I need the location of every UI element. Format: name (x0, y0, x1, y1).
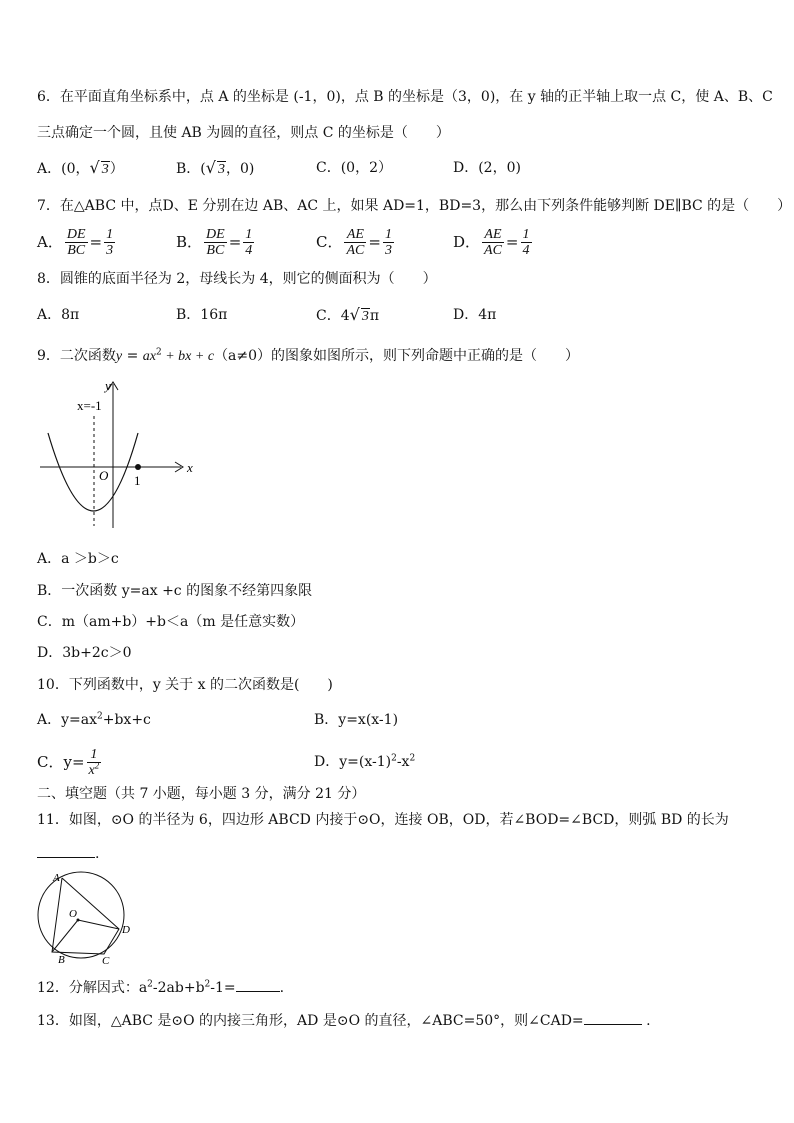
q13-answer-blank[interactable] (584, 1010, 642, 1025)
label-b: B (58, 954, 65, 966)
point-label: 1 (134, 473, 141, 488)
point-1-marker (135, 464, 141, 470)
q9-option-a: A．a ＞b＞c (37, 551, 119, 567)
q11-answer-blank[interactable] (37, 843, 95, 858)
q8-stem: 8．圆锥的底面半径为 2，母线长为 4，则它的侧面积为（ ） (37, 271, 437, 287)
q9-parabola-graph (35, 378, 200, 533)
origin-label: O (99, 468, 109, 483)
q12-answer-blank[interactable] (236, 977, 280, 992)
q11-answer-line: . (37, 843, 99, 864)
q11-stem: 11．如图，⊙O 的半径为 6，四边形 ABCD 内接于⊙O，连接 OB，OD，若∠BOD=∠BCD，则弧 BD 的长为 (37, 812, 729, 828)
q10-option-c: C．y= $\frac{1}{x^2}$ (37, 746, 100, 778)
q11-circle-figure (30, 868, 140, 968)
q12-stem: 12．分解因式：$a^2-2ab+b^2-1=$ . (37, 977, 284, 998)
q8-option-d: D．4π (453, 307, 497, 323)
q7-stem: 7．在△ABC 中，点D、E 分别在边 AB、AC 上，如果 AD=1，BD=3，那么由下列条件能够判断 DE∥BC 的是（ ） (37, 198, 792, 214)
label-d: D (122, 924, 130, 936)
q6-option-b: B．(√ 3，0) (176, 158, 255, 177)
q9-option-c: C．m（am+b）+b＜a（m 是任意实数） (37, 614, 305, 630)
q10-option-b: B．y=x(x-1) (314, 712, 399, 728)
q6-option-c: C．(0，2） (316, 160, 392, 176)
q7-option-b: B． $\frac{DE}{BC}$ = $\frac{1}{4}$ (176, 226, 253, 258)
y-axis-label: y (105, 378, 111, 393)
symmetry-line-label: x=-1 (77, 398, 102, 413)
q6-option-a: A．(0，√ 3） (37, 158, 124, 177)
q9-option-b: B．一次函数 y=ax +c 的图象不经第四象限 (37, 583, 313, 599)
q7-option-a: A． $\frac{DE}{BC}$ = $\frac{1}{3}$ (37, 226, 114, 258)
q8-option-c: C．4√ 3π (316, 305, 380, 324)
q9-stem: 9．二次函数$y = ax^2$ + bx + c（a≠0）的图象如图所示，则下列命题中正确的是（ ） (37, 347, 580, 364)
x-axis-label: x (187, 460, 193, 475)
q7-option-c: C． $\frac{AE}{AC}$ = $\frac{1}{3}$ (316, 226, 392, 258)
q6-stem-line2: 三点确定一个圆，且使 AB 为圆的直径，则点 C 的坐标是（ ） (37, 125, 450, 141)
q10-option-a: A．$y=ax^2+bx+c$ (37, 711, 151, 728)
q10-option-d: D．$y=(x-1)^2-x^2$ (314, 753, 416, 770)
q6-stem-line1: 6．在平面直角坐标系中，点 A 的坐标是 (-1，0)，点 B 的坐标是（3，0)，在 y 轴的正半轴上取一点 C，使 A、B、C (37, 89, 773, 105)
q6-option-d: D．(2，0) (453, 160, 521, 176)
q7-option-d: D． $\frac{AE}{AC}$ = $\frac{1}{4}$ (453, 226, 530, 258)
q13-stem: 13．如图，△ABC 是⊙O 的内接三角形，AD 是⊙O 的直径，∠ABC=50°，则∠CAD= . (37, 1010, 651, 1031)
label-o: O (69, 908, 77, 920)
section-heading-fill-in: 二、填空题（共 7 小题，每小题 3 分，满分 21 分） (37, 786, 366, 802)
q8-option-a: A．8π (37, 307, 80, 323)
q9-option-d: D．3b+2c＞0 (37, 645, 132, 661)
label-c: C (102, 955, 110, 967)
q10-stem: 10．下列函数中，y 关于 x 的二次函数是( ) (37, 677, 333, 693)
q8-option-b: B．16π (176, 307, 228, 323)
label-a: A (53, 872, 60, 884)
